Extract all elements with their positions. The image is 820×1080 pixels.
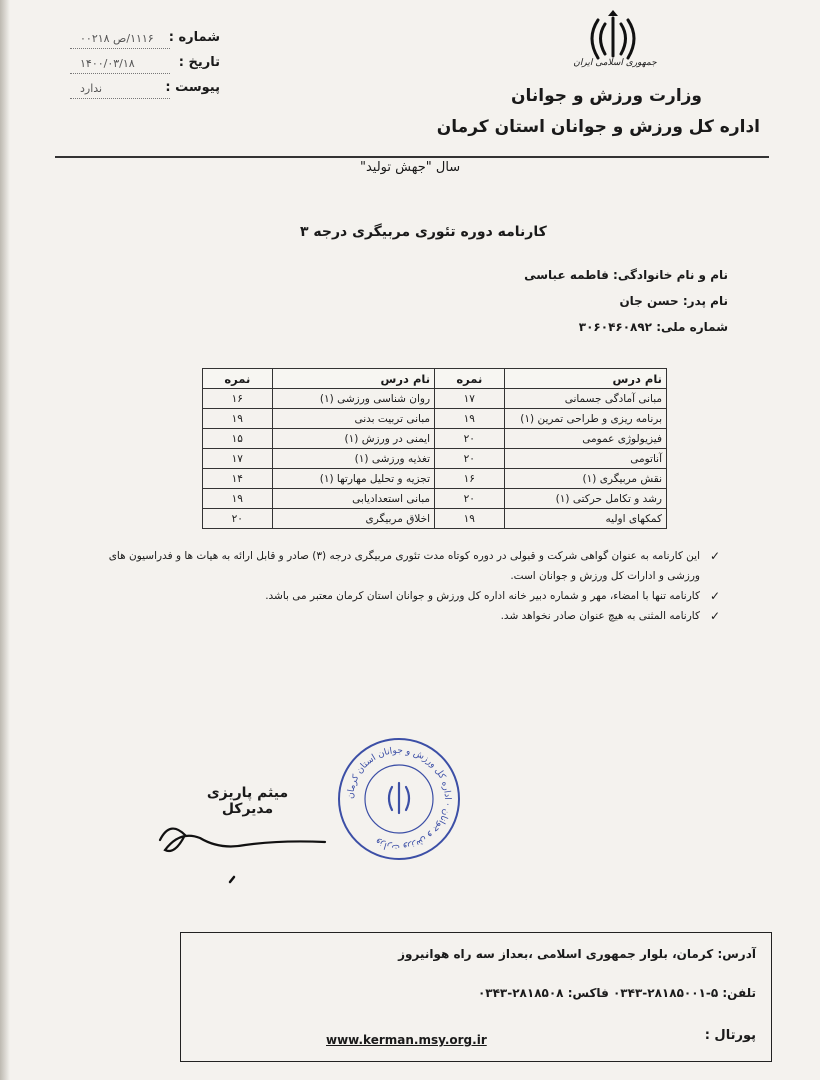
note-item [90, 546, 720, 586]
grade-cell: ۱۶ [203, 389, 273, 409]
column-header-course: نام درس [504, 369, 666, 389]
course-cell: تجزیه و تحلیل مهارتها (۱) [272, 469, 434, 489]
grade-cell: ۲۰ [435, 449, 505, 469]
table-header-row [203, 369, 667, 389]
meta-dotted-line [70, 73, 170, 74]
signer-role: مدیرکل [221, 801, 274, 817]
office-name: اداره کل ورزش و جوانان استان کرمان [436, 117, 760, 137]
grade-cell: ۲۰ [435, 429, 505, 449]
table-row [203, 489, 667, 509]
official-stamp [335, 735, 463, 863]
course-cell: مبانی تربیت بدنی [272, 409, 434, 429]
stamp-emblem-icon [389, 783, 409, 813]
meta-attachment-row [60, 80, 230, 105]
meta-date-row [60, 55, 230, 80]
table-row [203, 449, 667, 469]
father-name-value: حسن جان [619, 294, 679, 308]
note-item [90, 606, 720, 626]
note-text: کارنامه تنها با امضاء، مهر و شماره دبیر خانه اداره کل ورزش و جوانان استان کرمان معتبر می باشد. [265, 590, 700, 602]
footer-box [180, 932, 772, 1062]
notes-list [90, 546, 720, 626]
letter-meta [60, 30, 230, 105]
column-header-course: نام درس [272, 369, 434, 389]
father-name-line [619, 294, 728, 308]
checkmark-icon: ✓ [709, 589, 720, 603]
course-cell: رشد و تکامل حرکتی (۱) [504, 489, 666, 509]
grade-cell: ۲۰ [435, 489, 505, 509]
meta-dotted-line [70, 98, 170, 99]
course-cell: اخلاق مربیگری [272, 509, 434, 529]
table-row [203, 409, 667, 429]
footer-portal-link[interactable]: www.kerman.msy.org.ir [326, 1033, 487, 1047]
course-cell: مبانی استعدادیابی [272, 489, 434, 509]
course-cell: فیزیولوژی عمومی [504, 429, 666, 449]
footer-address: آدرس: کرمان، بلوار جمهوری اسلامی ،بعداز سه راه هوانیروز [398, 947, 756, 961]
course-cell: تغذیه ورزشی (۱) [272, 449, 434, 469]
footer-portal-label: پورتال : [704, 1028, 756, 1043]
checkmark-icon: ✓ [709, 549, 720, 563]
grade-cell: ۱۹ [203, 409, 273, 429]
page-edge-shadow [0, 0, 10, 1080]
grade-cell: ۲۰ [203, 509, 273, 529]
grade-cell: ۱۹ [435, 509, 505, 529]
meta-number-row [60, 30, 230, 55]
grade-cell: ۱۶ [435, 469, 505, 489]
father-name-label: نام پدر: [682, 294, 728, 308]
signer-name: میثم پاریزی [206, 785, 289, 801]
grade-cell: ۱۵ [203, 429, 273, 449]
grade-cell: ۱۴ [203, 469, 273, 489]
student-name-label: نام و نام خانوادگی: [613, 268, 728, 282]
note-text: کارنامه المثنی به هیچ عنوان صادر نخواهد شد. [500, 610, 700, 622]
national-id-line [579, 320, 728, 334]
course-cell: مبانی آمادگی جسمانی [504, 389, 666, 409]
document-title: کارنامه دوره تئوری مربیگری درجه ۳ [300, 224, 547, 240]
ministry-name: وزارت ورزش و جوانان [511, 86, 702, 106]
checkmark-icon: ✓ [709, 609, 720, 623]
national-id-label: شماره ملی: [656, 320, 728, 334]
course-cell: برنامه ریزی و طراحی تمرین (۱) [504, 409, 666, 429]
year-slogan: سال "جهش تولید" [360, 160, 461, 175]
table-row [203, 509, 667, 529]
note-text: این کارنامه به عنوان گواهی شرکت و قبولی در دوره کوتاه مدت تئوری مربیگری درجه (۳) صادر و قابل ارائه به هیات ها و فدراسیون های ورزشی و ادارات کل ورزش و جوانان است. [108, 550, 700, 582]
stamp-text: وزارت ورزش و جوانان · اداره کل ورزش و جوانان استان کرمان [345, 745, 453, 853]
header-divider [55, 156, 769, 158]
course-cell: ایمنی در ورزش (۱) [272, 429, 434, 449]
table-row [203, 429, 667, 449]
note-item [90, 586, 720, 606]
grade-cell: ۱۹ [203, 489, 273, 509]
course-cell: آناتومی [504, 449, 666, 469]
handwritten-signature [150, 810, 335, 890]
footer-phone: تلفن: ۵-۲۸۱۸۵۰۰۱-۰۳۴۳ فاکس: ۲۸۱۸۵۰۸-۰۳۴۳ [477, 986, 756, 1000]
meta-date-label: تاریخ : [178, 55, 220, 70]
meta-number-value: ۱۱۱۶/ص ۰۰۲۱۸ [80, 32, 154, 45]
emblem-caption: جمهوری اسلامی ایران [573, 58, 657, 68]
grade-cell: ۱۹ [435, 409, 505, 429]
meta-attachment-label: پیوست : [165, 80, 220, 95]
national-id-value: ۳۰۶۰۴۶۰۸۹۲ [578, 320, 653, 334]
meta-date-value: ۱۴۰۰/۰۳/۱۸ [80, 57, 135, 70]
course-cell: نقش مربیگری (۱) [504, 469, 666, 489]
course-cell: روان شناسی ورزشی (۱) [272, 389, 434, 409]
student-name-value: فاطمه عباسی [524, 268, 609, 282]
table-row [203, 389, 667, 409]
column-header-grade: نمره [435, 369, 505, 389]
meta-dotted-line [70, 48, 170, 49]
student-name-line [524, 268, 728, 282]
table-row [203, 469, 667, 489]
grade-cell: ۱۷ [203, 449, 273, 469]
course-cell: کمکهای اولیه [504, 509, 666, 529]
grade-cell: ۱۷ [435, 389, 505, 409]
meta-attachment-value: ندارد [80, 82, 103, 95]
grades-table [202, 368, 667, 529]
meta-number-label: شماره : [168, 30, 220, 45]
column-header-grade: نمره [203, 369, 273, 389]
